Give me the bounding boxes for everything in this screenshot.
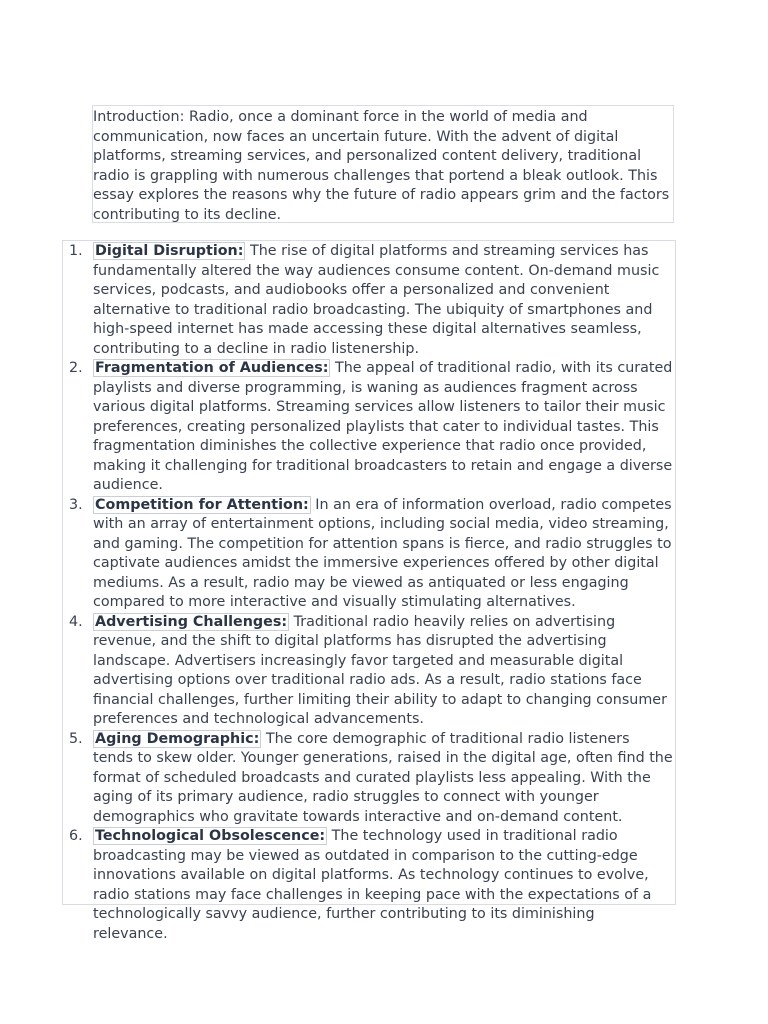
list-item — [63, 242, 675, 359]
list-item-number: 2. — [69, 360, 83, 376]
list-item-text: The appeal of traditional radio, with its curated playlists and diverse programming, is waning as audiences fragment across various digital platforms. Streaming services allow listeners to tailor their music preferences, creating personalized playlists that cater to individual tastes. This fragmentation diminishes the collective experience that radio once provided, making it challenging for traditional broadcasters to retain and engage a diverse audience. — [93, 360, 673, 493]
list-item-number: 5. — [69, 730, 83, 747]
list-item — [63, 613, 675, 730]
list-item-term: Advertising Challenges: — [95, 613, 288, 630]
intro-text: Introduction: Radio, once a dominant force in the world of media and communication, now faces an uncertain future. With the advent of digital platforms, streaming services, and personalized content delivery, traditional radio is grappling with numerous challenges that portend a bleak outlook. This essay explores the reasons why the future of radio appears grim and the factors contributing to its decline. — [93, 109, 670, 223]
list-item-number: 1. — [69, 243, 83, 259]
list-item-text: The technology used in traditional radio broadcasting may be viewed as outdated in comparison to the cutting-edge innovations available on digital platforms. As technology continues to evolve, radio stations may face challenges in keeping pace with the expectations of a technologically savvy audience, further contributing to its diminishing relevance. — [93, 828, 652, 942]
list-item-term: Aging Demographic: — [95, 730, 260, 747]
list-item — [63, 730, 675, 828]
list-item-number: 6. — [69, 828, 83, 844]
list-item-text: The core demographic of traditional radio listeners tends to skew older. Younger generations, raised in the digital age, often find the format of scheduled broadcasts and curated playlists less appealing. With the aging of its primary audience, radio struggles to connect with younger demographics who gravitate towards interactive and on-demand content. — [93, 730, 673, 825]
list-item-term: Competition for Attention: — [95, 496, 309, 513]
list-item-number: 4. — [69, 613, 83, 630]
list-item-term: Digital Disruption: — [95, 243, 244, 259]
list-item-term: Technological Obsolescence: — [95, 828, 326, 844]
intro-paragraph — [92, 105, 674, 223]
list-item — [63, 359, 675, 496]
list-item-text: The rise of digital platforms and streaming services has fundamentally altered the way audiences consume content. On-demand music services, podcasts, and audiobooks offer a personalized and convenient alternative to traditional radio broadcasting. The ubiquity of smartphones and high-speed internet has made accessing these digital alternatives seamless, contributing to a decline in radio listenership. — [93, 243, 660, 357]
list-item — [63, 496, 675, 613]
list-item-term: Fragmentation of Audiences: — [95, 360, 329, 376]
reasons-list — [63, 241, 675, 944]
reasons-list-box — [62, 240, 676, 942]
list-item-text: Traditional radio heavily relies on advertising revenue, and the shift to digital platforms has disrupted the advertising landscape. Advertisers increasingly favor targeted and measurable digital advertising options over traditional radio ads. As a result, radio stations face financial challenges, further limiting their ability to adapt to changing consumer preferences and technological advancements. — [93, 613, 667, 727]
list-item-number: 3. — [69, 496, 83, 513]
list-item — [63, 827, 675, 944]
list-item-text: In an era of information overload, radio competes with an array of entertainment options, including social media, video streaming, and gaming. The competition for attention spans is fierce, and radio struggles to captivate audiences amidst the immersive experiences offered by other digital mediums. As a result, radio may be viewed as antiquated or less engaging compared to more interactive and visually stimulating alternatives. — [93, 496, 672, 610]
